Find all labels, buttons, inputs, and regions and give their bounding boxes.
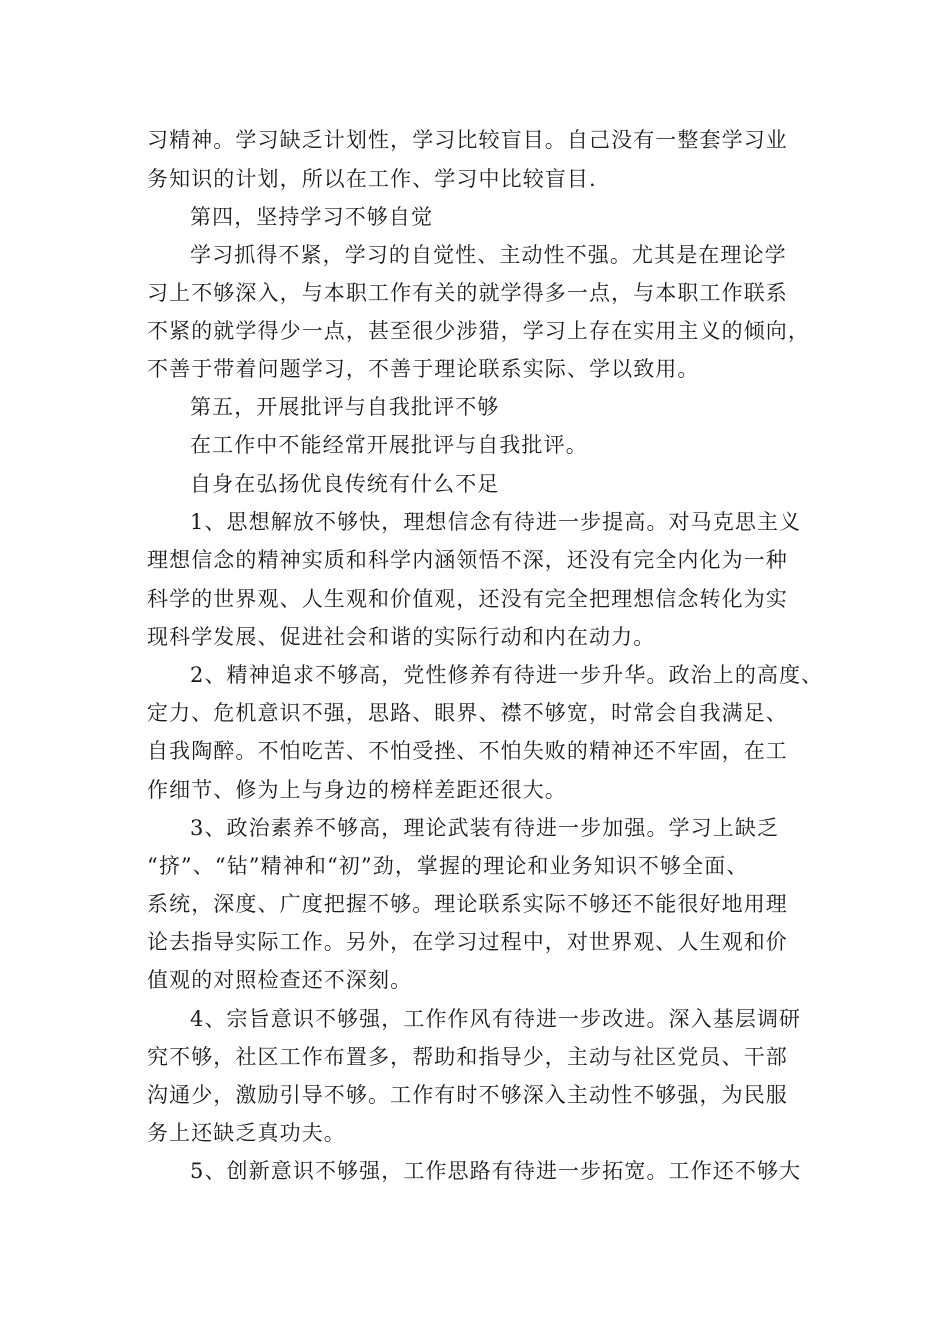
text-line: 习精神。学习缺乏计划性，学习比较盲目。自己没有一整套学习业 bbox=[147, 128, 788, 152]
text-line: 值观的对照检查还不深刻。 bbox=[147, 968, 413, 992]
text-line: 不紧的就学得少一点，甚至很少涉猎，学习上存在实用主义的倾向， bbox=[147, 319, 810, 343]
text-line: 在工作中不能经常开展批评与自我批评。 bbox=[190, 433, 588, 457]
text-line: 5、创新意识不够强，工作思路有待进一步拓宽。工作还不够大 bbox=[190, 1159, 802, 1183]
section-heading: 第四，坚持学习不够自觉 bbox=[190, 205, 434, 229]
text-line: 学习抓得不紧，学习的自觉性、主动性不强。尤其是在理论学 bbox=[190, 243, 787, 267]
text-line: 2、精神追求不够高，党性修养有待进一步升华。政治上的高度、 bbox=[190, 663, 824, 687]
text-line: 论去指导实际工作。另外，在学习过程中，对世界观、人生观和价 bbox=[147, 930, 788, 954]
text-line: 3、政治素养不够高，理论武装有待进一步加强。学习上缺乏 bbox=[190, 816, 780, 840]
text-line: 务知识的计划，所以在工作、学习中比较盲目. bbox=[147, 167, 597, 191]
text-line: 科学的世界观、人生观和价值观，还没有完全把理想信念转化为实 bbox=[147, 587, 788, 611]
text-line: 系统，深度、广度把握不够。理论联系实际不够还不能很好地用理 bbox=[147, 892, 788, 916]
text-line: “挤”、“钻”精神和“初”劲，掌握的理论和业务知识不够全面、 bbox=[147, 854, 749, 878]
text-line: 沟通少，激励引导不够。工作有时不够深入主动性不够强，为民服 bbox=[147, 1083, 788, 1107]
section-heading: 自身在弘扬优良传统有什么不足 bbox=[190, 472, 500, 496]
text-line: 4、宗旨意识不够强，工作作风有待进一步改进。深入基层调研 bbox=[190, 1007, 802, 1031]
text-line: 理想信念的精神实质和科学内涵领悟不深，还没有完全内化为一种 bbox=[147, 548, 788, 572]
text-line: 定力、危机意识不强，思路、眼界、襟不够宽，时常会自我满足、 bbox=[147, 701, 788, 725]
text-line: 1、思想解放不够快，理想信念有待进一步提高。对马克思主义 bbox=[190, 510, 802, 534]
text-line: 务上还缺乏真功夫。 bbox=[147, 1121, 346, 1145]
text-line: 现科学发展、促进社会和谐的实际行动和内在动力。 bbox=[147, 625, 656, 649]
text-line: 不善于带着问题学习，不善于理论联系实际、学以致用。 bbox=[147, 357, 700, 381]
text-line: 作细节、修为上与身边的榜样差距还很大。 bbox=[147, 778, 567, 802]
text-line: 习上不够深入，与本职工作有关的就学得多一点，与本职工作联系 bbox=[147, 281, 788, 305]
section-heading: 第五，开展批评与自我批评不够 bbox=[190, 395, 500, 419]
text-line: 究不够，社区工作布置多，帮助和指导少，主动与社区党员、干部 bbox=[147, 1045, 788, 1069]
text-line: 自我陶醉。不怕吃苦、不怕受挫、不怕失败的精神还不牢固，在工 bbox=[147, 739, 788, 763]
